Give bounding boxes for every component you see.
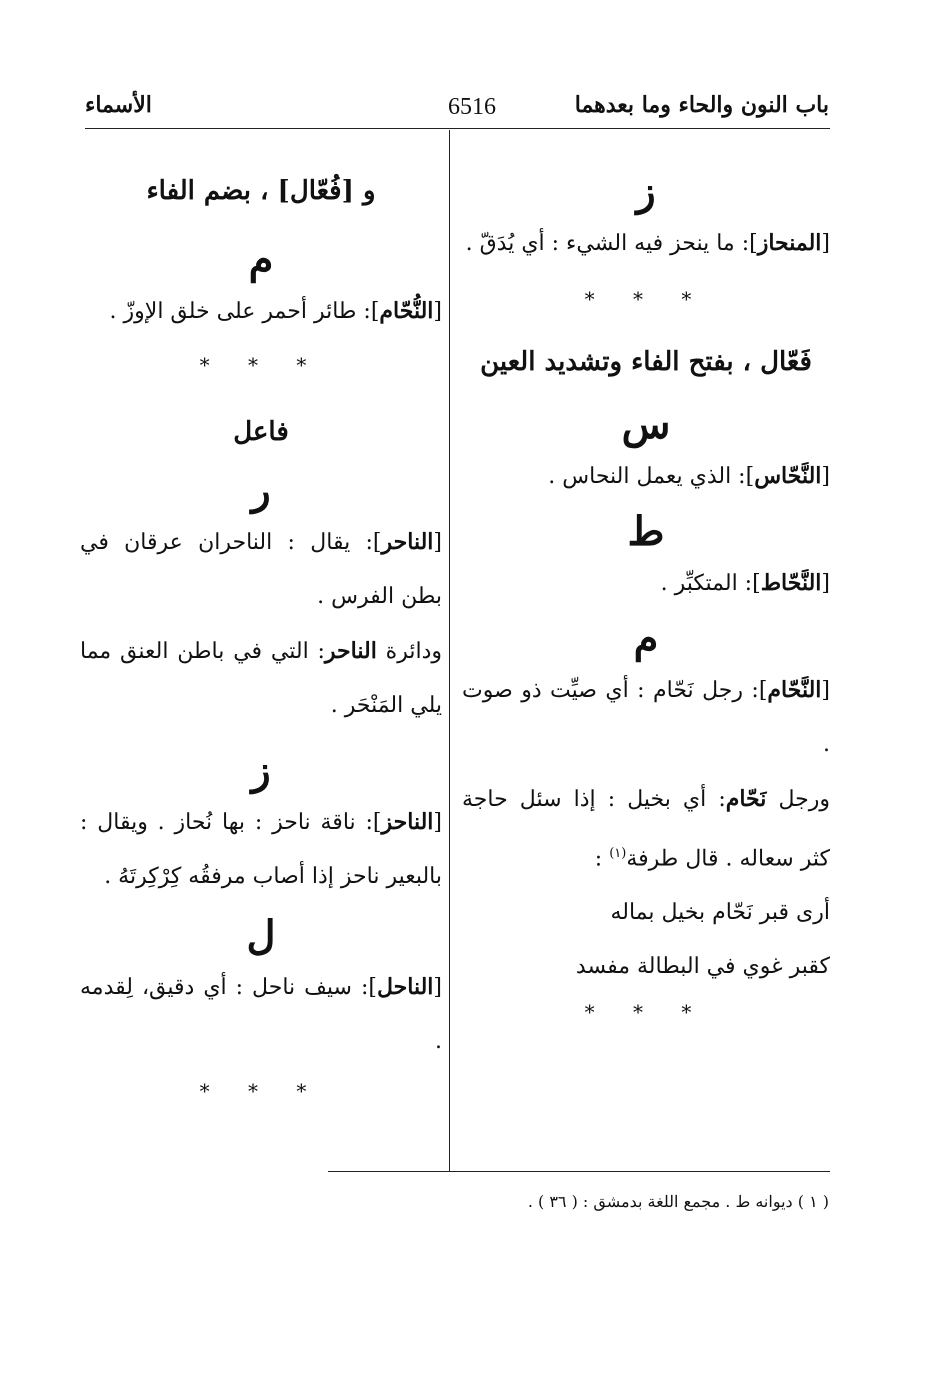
section-title-faaal: فَعّال ، بفتح الفاء وتشديد العين bbox=[480, 347, 812, 377]
title-prefix: و [ bbox=[341, 176, 376, 206]
letter-heading-zay: ز bbox=[636, 168, 656, 215]
entry-colon: : bbox=[594, 846, 603, 872]
letter-heading-mim: م bbox=[248, 236, 274, 283]
entry-text: : أي بخيل : إذا سئل حاجة كثر سعاله . قال طرفة bbox=[462, 787, 830, 872]
header-section-title: الأسماء bbox=[85, 92, 152, 118]
entry-key: الناحل bbox=[376, 974, 434, 1000]
entry-nahham-2 bbox=[462, 772, 830, 886]
letter-heading-ra: ر bbox=[251, 467, 271, 514]
left-column bbox=[80, 140, 442, 1103]
entry-text: : رجل نَحّام : أي صيِّت ذو صوت . bbox=[462, 678, 830, 757]
section-title-faail: فاعل bbox=[233, 417, 289, 447]
verse-line-1: أرى قبر نَحّام بخيل بماله bbox=[610, 900, 830, 926]
separator-stars: * * * bbox=[199, 353, 323, 377]
entry-nahir-2 bbox=[80, 624, 442, 733]
footnote-rule bbox=[328, 1171, 830, 1172]
title-word: فُعّال bbox=[289, 176, 342, 206]
entry-prefix: ودائرة bbox=[385, 639, 442, 664]
entry-key: الناحر bbox=[381, 529, 434, 555]
footnote: ( ١ ) ديوانه ط . مجمع اللغة بدمشق : ( ٣٦ ) . bbox=[527, 1192, 829, 1211]
separator-stars: * * * bbox=[199, 1079, 323, 1103]
entry-key: النُّحّام bbox=[379, 298, 434, 324]
letter-heading-lam: ل bbox=[246, 912, 276, 959]
title-suffix: ] ، بضم الفاء bbox=[146, 176, 290, 206]
entry-minhaz: [المنحاز]: ما ينحز فيه الشيء : أي يُدَقّ . bbox=[465, 230, 830, 256]
entry-key: المنحاز bbox=[757, 230, 822, 256]
entry-text: : المتكبِّر . bbox=[660, 571, 753, 596]
entry-key: الناحز bbox=[381, 809, 434, 835]
separator-stars: * * * bbox=[584, 1000, 708, 1025]
column-divider bbox=[449, 130, 450, 1172]
entry-text: : الذي يعمل النحاس . bbox=[548, 464, 746, 489]
entry-text: : يقال : الناحران عرقان في بطن الفرس . bbox=[80, 530, 442, 609]
entry-key: نَحّام bbox=[725, 786, 767, 812]
entry-prefix: ورجل bbox=[778, 787, 830, 812]
page-number: 6516 bbox=[448, 94, 496, 120]
entry-key: النَّحّاس bbox=[754, 463, 822, 489]
separator-stars: * * * bbox=[584, 287, 708, 311]
letter-heading-mim: م bbox=[633, 615, 659, 662]
entry-nahhas: [النَّحّاس]: الذي يعمل النحاس . bbox=[548, 463, 830, 489]
entry-key: الناحر bbox=[324, 638, 377, 664]
entry-text: : سيف ناحل : أي دقيق، لِقدمه . bbox=[80, 975, 442, 1054]
entry-nahil: [الناحل]: سيف ناحل : أي دقيق، لِقدمه . bbox=[80, 974, 442, 1054]
letter-heading-sin: س bbox=[621, 401, 671, 448]
verse-line-2: كقبر غوي في البطالة مفسد bbox=[575, 954, 830, 980]
header-chapter-title: باب النون والحاء وما بعدهما bbox=[574, 92, 829, 118]
letter-heading-zay: ز bbox=[251, 747, 271, 794]
entry-key: النَّحّام bbox=[767, 677, 822, 703]
entry-text: : ما ينحز فيه الشيء : أي يُدَقّ . bbox=[465, 231, 750, 256]
right-column bbox=[462, 140, 830, 1024]
entry-nahiz: [الناحز]: ناقة ناحز : بها نُحاز . ويقال : بالبعير ناحز إذا أصاب مرفقُه كِرْكِرتَهُ . bbox=[80, 809, 442, 889]
entry-nahham: [النَّحّام]: رجل نَحّام : أي صيِّت ذو صوت . bbox=[462, 677, 830, 757]
entry-key: النَّحّاط bbox=[760, 570, 822, 596]
letter-heading-ta: ط bbox=[627, 508, 665, 555]
section-title-fuaal bbox=[80, 176, 442, 206]
entry-text: : ناقة ناحز : بها نُحاز . ويقال : بالبعير ناحز إذا أصاب مرفقُه كِرْكِرتَهُ . bbox=[80, 810, 442, 889]
entry-nuhham: [النُّحّام]: طائر أحمر على خلق الإوزّ . bbox=[109, 298, 442, 324]
entry-nahhat: [النَّحّاط]: المتكبِّر . bbox=[660, 570, 830, 596]
header-rule bbox=[85, 128, 830, 129]
footnote-marker: (١) bbox=[609, 846, 627, 861]
entry-text: : طائر أحمر على خلق الإوزّ . bbox=[109, 299, 371, 324]
entry-nahir: [الناحر]: يقال : الناحران عرقان في بطن الفرس . bbox=[80, 529, 442, 609]
entry-text: : التي في باطن العنق مما يلي المَنْحَر . bbox=[80, 639, 442, 718]
